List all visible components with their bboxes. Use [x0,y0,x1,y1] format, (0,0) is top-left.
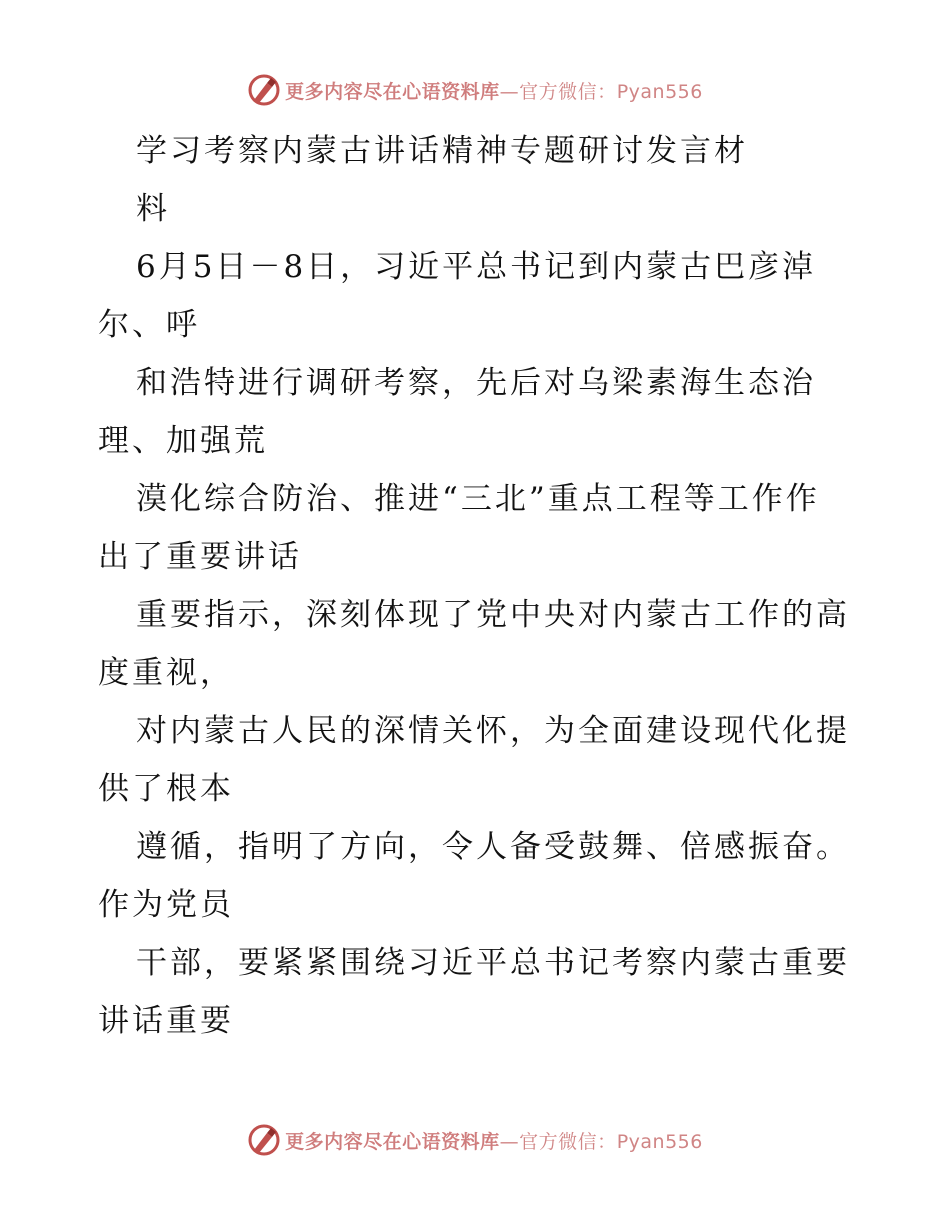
text-line-5: 和浩特进行调研考察，先后对乌梁素海生态治 [136,365,816,401]
header-watermark [0,72,950,108]
text-line-9: 重要指示，深刻体现了党中央对内蒙古工作的高 [136,597,850,633]
text-line-12: 供了根本 [98,771,234,807]
watermark-wechat-label: 官方微信： [519,1130,617,1153]
text-line-3: 6月5日－8日，习近平总书记到内蒙古巴彦淖 [136,249,817,285]
watermark-wechat-id: Pyan556 [616,1130,703,1153]
watermark-wechat-label: 官方微信： [519,80,617,103]
document-body [98,122,878,1050]
watermark-wechat-id: Pyan556 [616,80,703,103]
watermark-site: 更多内容尽在心语资料库 [285,1130,500,1153]
text-line-7: 漠化综合防治、推进“三北”重点工程等工作作 [136,481,820,517]
watermark-separator: — [499,80,520,103]
text-line-11: 对内蒙古人民的深情关怀，为全面建设现代化提 [136,713,850,749]
text-line-14: 作为党员 [98,887,234,923]
pen-logo-icon [247,73,281,107]
watermark-text [285,1127,703,1154]
text-line-8: 出了重要讲话 [98,539,302,575]
text-line-15: 干部，要紧紧围绕习近平总书记考察内蒙古重要 [136,945,850,981]
text-line-10: 度重视， [98,655,234,691]
pen-logo-icon [247,1123,281,1157]
text-line-1: 学习考察内蒙古讲话精神专题研讨发言材 [136,133,748,169]
footer-watermark [0,1122,950,1158]
text-line-2: 料 [136,191,170,227]
text-line-13: 遵循，指明了方向，令人备受鼓舞、倍感振奋。 [136,829,850,865]
text-line-4: 尔、呼 [98,307,200,343]
watermark-separator: — [499,1130,520,1153]
text-line-16: 讲话重要 [98,1003,234,1039]
watermark-text [285,77,703,104]
text-line-6: 理、加强荒 [98,423,268,459]
watermark-site: 更多内容尽在心语资料库 [285,80,500,103]
